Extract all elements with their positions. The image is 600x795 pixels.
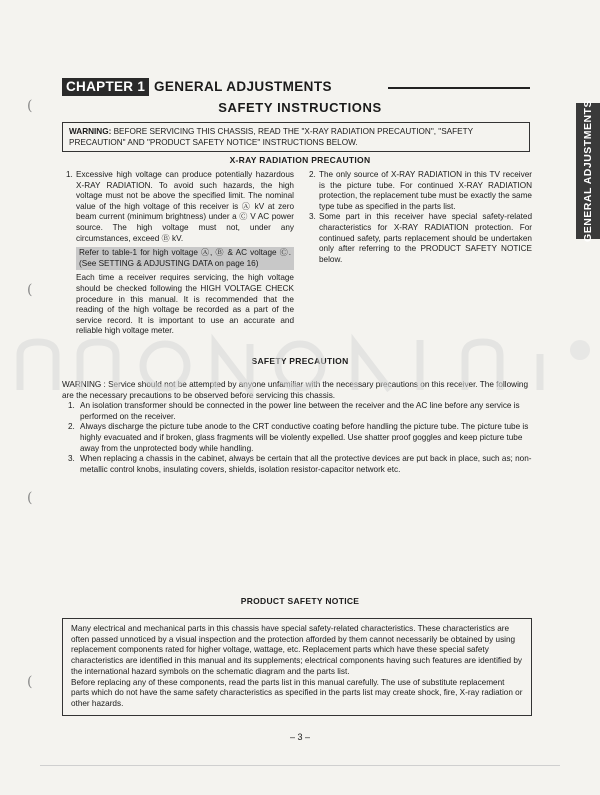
xray-item3-text: Some part in this receiver have special safety-related characteristics for X-RAY RADIATION protection. For continued safety, parts replacement should be undertaken only after referring to the PRODUCT SAFETY NOTICE below.: [319, 212, 532, 264]
safety-item-text: An isolation transformer should be connected in the power line between the receiver and the AC line before any service is performed on the receiver.: [80, 401, 520, 421]
voltage-reference-note: Refer to table-1 for high voltage Ⓐ, Ⓑ & AC voltage Ⓒ. (See SETTING & ADJUSTING DATA on page 16): [76, 247, 294, 270]
binder-hole-mark: (: [27, 490, 33, 506]
safety-list: [62, 401, 536, 475]
xray-item1-text: Excessive high voltage can produce potentially hazardous X-RAY RADIATION. To avoid such hazards, the high voltage must not be above the specified limit. The nominal value of the high voltage of this receiver is Ⓐ kV at zero beam current (minimum brightness) under a Ⓒ V AC power source. The high voltage must not, under any circumstances, exceed Ⓑ kV.: [76, 170, 294, 243]
warning-lead: WARNING:: [69, 127, 112, 136]
item-number: 1.: [66, 170, 73, 179]
side-tab-label: GENERAL ADJUSTMENTS: [582, 100, 594, 242]
product-notice-paragraph: Many electrical and mechanical parts in this chassis have special safety-related characteristics. These characteristics are often passed unnoticed by a visual inspection and the protection afforded by them cannot necessarily be obtained by using replacement components rated for higher voltage, wattage, etc. Replacement parts which have these special safety characteristics are identified in this manual and its supplements; electrical components having such features are identified by the international hazard symbols on the schematic diagram and the parts list.: [71, 624, 523, 676]
chapter-title: GENERAL ADJUSTMENTS: [154, 79, 332, 94]
bottom-divider: [40, 765, 560, 766]
xray-item2-text: The only source of X-RAY RADIATION in this TV receiver is the picture tube. For continued X-RAY RADIATION protection, the replacement tube must be exactly the same type tube as specified in the parts list.: [319, 170, 532, 211]
header-rule: [388, 87, 530, 89]
product-notice-paragraph: Before replacing any of these components, read the parts list in this manual carefully. The use of substitute replacement parts which do not have the same safety characteristics as specified in the parts list may create shock, fire, X-ray radiation or other hazards.: [71, 677, 523, 708]
safety-item-text: Always discharge the picture tube anode to the CRT conductive coating before handling the picture tube. The picture tube is highly evacuated and if broken, glass fragments will be violently expelled. Use shatter proof goggles and keep picture tube away from the unprotected body while handling.: [80, 422, 529, 453]
item-number: 3.: [309, 212, 316, 222]
chapter-header: [62, 78, 530, 96]
warning-text: BEFORE SERVICING THIS CHASSIS, READ THE "X-RAY RADIATION PRECAUTION", "SAFETY PRECAUTION" AND "PRODUCT SAFETY NOTICE" INSTRUCTIONS BELOW.: [69, 127, 473, 147]
safety-intro: WARNING : Service should not be attempted by anyone unfamiliar with the necessary precautions on this receiver. The following are the necessary precautions to be observed before servicing this chassis.: [62, 380, 529, 400]
binder-hole-mark: (: [27, 674, 33, 690]
list-item: [66, 170, 294, 337]
item-number: 1.: [68, 401, 75, 411]
list-item: [309, 170, 532, 212]
warning-box: [62, 122, 530, 152]
safety-item-text: When replacing a chassis in the cabinet, always be certain that all the protective devices are put back in place, such as; non-metallic control knobs, insulating covers, shields, isolation resistor-capacitor network etc.: [80, 454, 532, 474]
chapter-label: CHAPTER 1: [62, 78, 149, 96]
product-safety-box: [62, 618, 532, 716]
list-item: [309, 212, 532, 265]
xray-item1-continued: Each time a receiver requires servicing, the high voltage should be checked following the HIGH VOLTAGE CHECK procedure in this manual. It is recommended that the reading of the high voltage be recorded as a part of the service record. It is important to use an accurate and reliable high voltage meter.: [76, 273, 294, 336]
product-notice-heading: PRODUCT SAFETY NOTICE: [240, 596, 360, 606]
xray-heading: X-RAY RADIATION PRECAUTION: [229, 155, 371, 165]
page-number: – 3 –: [289, 732, 311, 742]
item-number: 3.: [68, 454, 75, 464]
xray-right-column: [309, 170, 532, 265]
item-number: 2.: [68, 422, 75, 432]
list-item: [62, 454, 536, 475]
item-text: [76, 170, 294, 337]
safety-section: [62, 380, 536, 475]
xray-left-column: [66, 170, 294, 337]
section-side-tab: [576, 100, 600, 242]
binder-hole-mark: (: [27, 98, 33, 114]
safety-heading: SAFETY PRECAUTION: [251, 356, 349, 366]
list-item: [62, 422, 536, 454]
binder-hole-mark: (: [27, 282, 33, 298]
item-number: 2.: [309, 170, 316, 179]
list-item: [62, 401, 536, 422]
page-title: SAFETY INSTRUCTIONS: [218, 100, 382, 115]
